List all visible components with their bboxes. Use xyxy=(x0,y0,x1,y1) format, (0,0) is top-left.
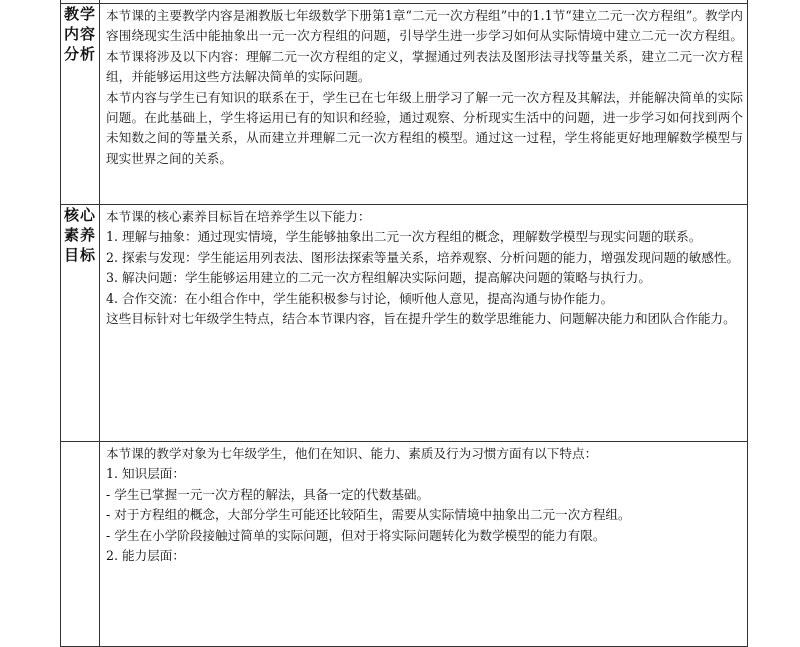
bullet-item: - 学生在小学阶段接触过简单的实际问题，但对于将实际问题转化为数学模型的能力有限。 xyxy=(106,527,606,543)
goal-item: 4. 合作交流：在小组合作中，学生能积极参与讨论，倾听他人意见，提高沟通与协作能力。 xyxy=(106,290,614,306)
student-analysis-row xyxy=(61,442,748,647)
label-line: 核心 xyxy=(63,206,96,224)
label-line: 教学 xyxy=(63,5,96,23)
document-page xyxy=(60,0,748,600)
goal-item: 3. 解决问题：学生能够运用建立的二元一次方程组解决实际问题，提高解决问题的策略与执行力。 xyxy=(106,270,651,286)
list-heading: 1. 知识层面： xyxy=(106,466,185,482)
row-content xyxy=(100,4,748,205)
paragraph: 本节课的主要教学内容是湘教版七年级数学下册第1章“二元一次方程组”中的1.1节“建立二元一次方程组”。教学内容围绕现实生活中能抽象出一元一次方程组的问题，引导学生进一步学习如何从实际情境中建立二元一次方程组。本节课将涉及以下内容：理解二元一次方程组的定义，掌握通过列表法及图形法寻找等量关系，建立二元一次方程组，并能够运用这些方法解决简单的实际问题。 xyxy=(106,8,743,85)
goal-item: 2. 探索与发现：学生能运用列表法、图形法探索等量关系，培养观察、分析问题的能力，增强发现问题的敏感性。 xyxy=(106,249,740,265)
teaching-content-analysis-row xyxy=(61,4,748,205)
paragraph: 本节课的核心素养目标旨在培养学生以下能力： xyxy=(106,209,371,224)
bullet-item: - 学生已掌握一元一次方程的解法，具备一定的代数基础。 xyxy=(106,486,430,502)
label-line: 分析 xyxy=(63,45,96,63)
row-content xyxy=(100,205,748,442)
paragraph: 本节内容与学生已有知识的联系在于，学生已在七年级上册学习了解一元一次方程及其解法，并能解决简单的实际问题。在此基础上，学生将运用已有的知识和经验，通过观察、分析现实生活中的问题，进一步学习如何找到两个未知数之间的等量关系，从而建立并理解二元一次方程组的模型。通过这一过程，学生将能更好地理解数学模型与现实世界之间的关系。 xyxy=(106,89,743,166)
list-heading: 2. 能力层面： xyxy=(106,548,185,564)
row-label xyxy=(61,205,100,442)
goal-item: 1. 理解与抽象：通过现实情境，学生能够抽象出二元一次方程组的概念，理解数学模型与现实问题的联系。 xyxy=(106,229,702,245)
paragraph: 本节课的教学对象为七年级学生，他们在知识、能力、素质及行为习惯方面有以下特点： xyxy=(106,446,598,461)
row-label xyxy=(61,4,100,205)
label-line: 内容 xyxy=(63,25,96,43)
core-literacy-goals-row xyxy=(61,205,748,442)
lesson-plan-table xyxy=(60,0,748,647)
row-label xyxy=(61,442,100,647)
bullet-item: - 对于方程组的概念，大部分学生可能还比较陌生，需要从实际情境中抽象出二元一次方程组。 xyxy=(106,507,631,523)
label-line: 目标 xyxy=(63,246,96,264)
label-line: 素养 xyxy=(63,226,96,244)
paragraph: 这些目标针对七年级学生特点，结合本节课内容，旨在提升学生的数学思维能力、问题解决能力和团队合作能力。 xyxy=(106,311,736,327)
row-content xyxy=(100,442,748,647)
